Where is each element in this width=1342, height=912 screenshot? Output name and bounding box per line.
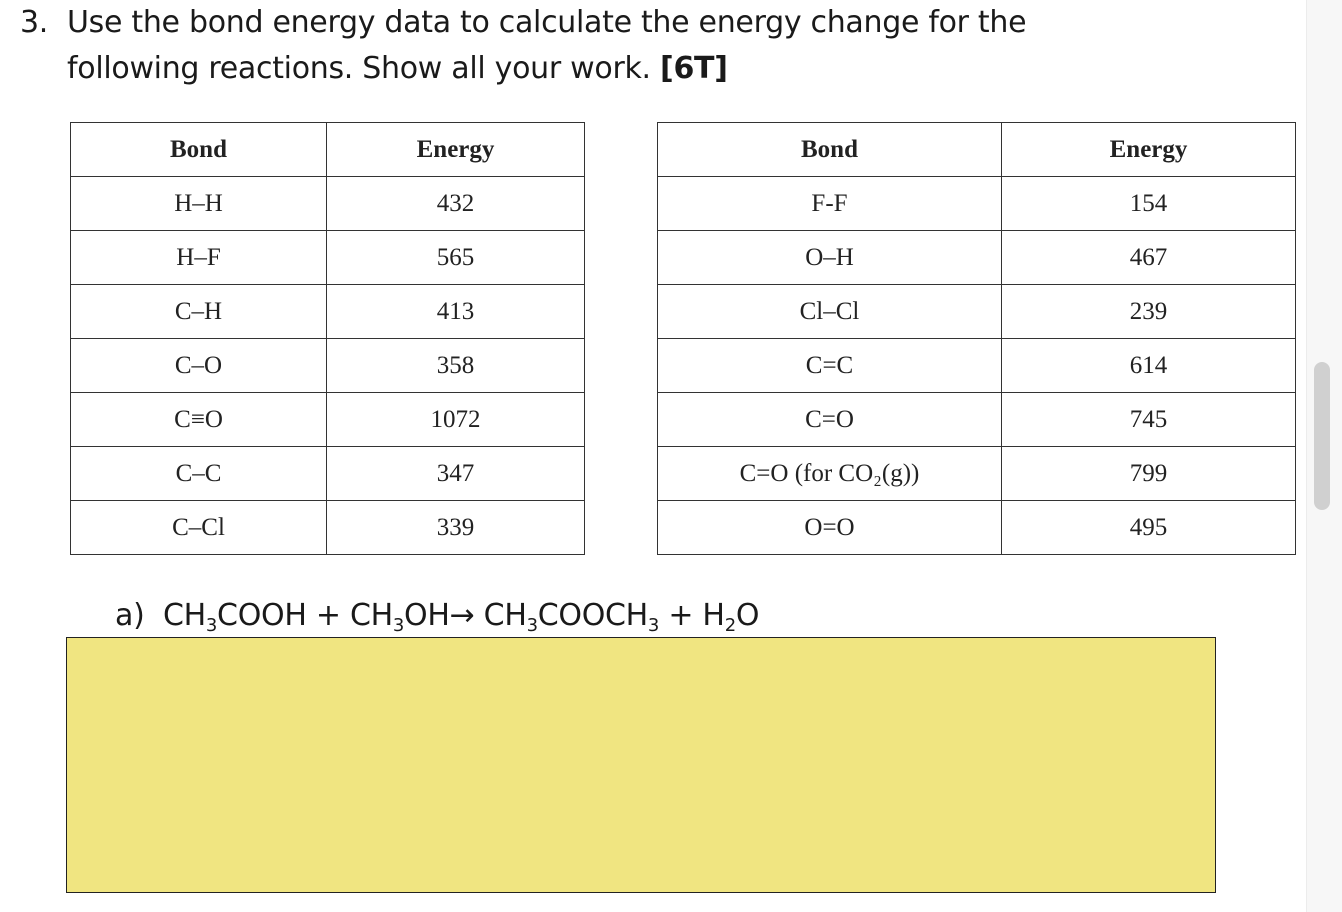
table-row	[658, 393, 1296, 447]
table-row	[71, 501, 585, 555]
question-line-2	[20, 46, 1200, 92]
energy-cell: 339	[327, 501, 585, 555]
header-bond: Bond	[658, 123, 1002, 177]
table-row	[71, 177, 585, 231]
part-a-label: a)	[115, 598, 145, 633]
question-line-1-text: Use the bond energy data to calculate the energy change for the	[67, 5, 1027, 40]
bond-cell: C–Cl	[71, 501, 327, 555]
energy-cell: 432	[327, 177, 585, 231]
table-row	[658, 231, 1296, 285]
bond-cell: H–F	[71, 231, 327, 285]
question-text	[20, 0, 1200, 92]
energy-cell: 467	[1002, 231, 1296, 285]
table-row	[71, 231, 585, 285]
question-line-2-text: following reactions. Show all your work.	[67, 51, 651, 86]
table-row	[658, 447, 1296, 501]
plus-sign: +	[315, 598, 341, 633]
header-energy: Energy	[327, 123, 585, 177]
scrollbar-thumb[interactable]	[1314, 362, 1330, 510]
table-header-row	[658, 123, 1296, 177]
answer-box-part-a[interactable]	[66, 637, 1216, 893]
table-row	[71, 393, 585, 447]
bond-cell: O–H	[658, 231, 1002, 285]
energy-cell: 358	[327, 339, 585, 393]
bond-cell: C=O (for CO₂(g))	[658, 447, 1002, 501]
table-row	[658, 501, 1296, 555]
energy-cell: 565	[327, 231, 585, 285]
bond-cell: H–H	[71, 177, 327, 231]
energy-cell: 347	[327, 447, 585, 501]
question-marks: [6T]	[660, 51, 728, 86]
bond-cell: C=C	[658, 339, 1002, 393]
reactant-methanol: $CH_3OH$	[349, 598, 450, 636]
table-row	[71, 339, 585, 393]
bond-cell: C=O	[658, 393, 1002, 447]
energy-cell: 495	[1002, 501, 1296, 555]
energy-cell: 239	[1002, 285, 1296, 339]
energy-cell: 413	[327, 285, 585, 339]
energy-cell: 799	[1002, 447, 1296, 501]
energy-cell: 614	[1002, 339, 1296, 393]
product-methyl-acetate: $CH_3COOCH_3$	[483, 598, 660, 636]
bond-cell: C–H	[71, 285, 327, 339]
table-row	[71, 285, 585, 339]
table-row	[658, 285, 1296, 339]
question-number: 3.	[20, 5, 49, 40]
product-water: $H_2O$	[702, 598, 760, 636]
bond-energy-table-right	[657, 122, 1296, 555]
table-row	[658, 339, 1296, 393]
reaction-arrow: →	[449, 598, 475, 633]
bond-cell: C–C	[71, 447, 327, 501]
table-header-row	[71, 123, 585, 177]
energy-cell: 745	[1002, 393, 1296, 447]
bond-cell: C≡O	[71, 393, 327, 447]
bond-energy-table-left	[70, 122, 585, 555]
part-a-equation	[115, 596, 759, 636]
bond-cell: C–O	[71, 339, 327, 393]
bond-cell: Cl–Cl	[658, 285, 1002, 339]
question-line-1	[20, 0, 1200, 46]
table-row	[71, 447, 585, 501]
energy-cell: 154	[1002, 177, 1296, 231]
table-row	[658, 177, 1296, 231]
energy-cell: 1072	[327, 393, 585, 447]
header-energy: Energy	[1002, 123, 1296, 177]
bond-cell: F-F	[658, 177, 1002, 231]
header-bond: Bond	[71, 123, 327, 177]
bond-cell: O=O	[658, 501, 1002, 555]
plus-sign: +	[668, 598, 694, 633]
reactant-acetic-acid: $CH_3COOH$	[162, 598, 307, 636]
